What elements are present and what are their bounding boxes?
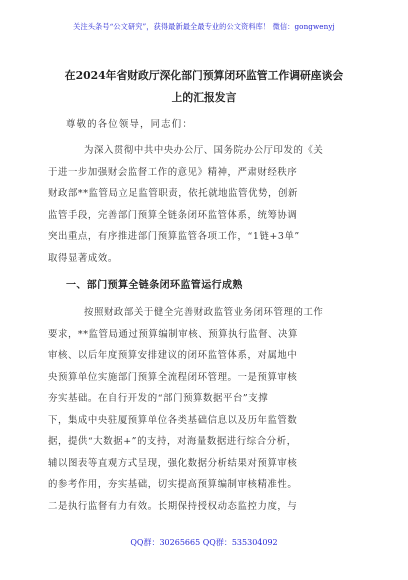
paragraph-line: 审核、以后年度预算安排建议的闭环监管体系，对属地中 <box>48 350 298 361</box>
document-title-line-1: 在2024年省财政厅深化部门预算闭环监管工作调研座谈会 <box>64 69 344 82</box>
greeting <box>66 114 356 136</box>
paragraph-line: 要求，**监管局通过预算编制审核、预算执行监督、决算 <box>48 328 298 340</box>
contact-footer: QQ群：30265665 QQ群：535304092 <box>130 538 278 547</box>
paragraph-line: 为深入贯彻中共中央办公厅、国务院办公厅印发的《关 <box>84 145 324 156</box>
paragraph-line: 的参考作用，夯实基础，切实提高预算编制审核精准性。 <box>48 479 298 490</box>
paragraph-line: 监管手段，完善部门预算全链条闭环监管体系，统筹协调 <box>48 209 298 221</box>
intro-paragraph <box>48 140 356 269</box>
paragraph-line: 财政部**监管局立足监管职责，依托就地监管优势，创新 <box>48 188 298 199</box>
paragraph-line: 辅以图表等直观方式呈现，强化数据分析结果对预算审核 <box>48 457 298 469</box>
paragraph-line: 下，集成中央驻厦预算单位各类基础信息以及历年监管数 <box>48 414 298 426</box>
greeting-text: 尊敬的各位领导，同志们： <box>66 119 193 130</box>
promo-banner: 关注头条号“公文研究”，获得最新最全最专业的公文资料库！ 微信：gongwenyj <box>73 22 335 31</box>
document-title-line-2: 上的汇报发言 <box>171 91 237 104</box>
paragraph-line: 央预算单位实施部门预算全流程闭环管理。一是预算审核 <box>48 371 298 383</box>
paragraph-line: 夯实基础。在自行开发的“部门预算数据平台”支撑 <box>48 393 269 404</box>
paragraph-line: 按照财政部关于健全完善财政监管业务闭环管理的工作 <box>84 307 324 318</box>
paragraph-line: 于进一步加强财会监督工作的意见》精神，严肃财经秩序 <box>48 166 298 178</box>
paragraph-line: 取得显著成效。 <box>48 252 118 264</box>
paragraph-line: 据，提供“大数据+”的支持，对海量数据进行综合分析， <box>48 436 297 447</box>
paragraph-line: 二是执行监督有力有效。长期保持授权动态监控力度，与 <box>48 500 298 512</box>
section-heading: 一、部门预算全链条闭环监管运行成熟 <box>66 280 243 291</box>
section-1-paragraph <box>48 302 356 517</box>
paragraph-line: 突出重点，有序推进部门预算监管各项工作，“1链+3单” <box>48 231 300 242</box>
